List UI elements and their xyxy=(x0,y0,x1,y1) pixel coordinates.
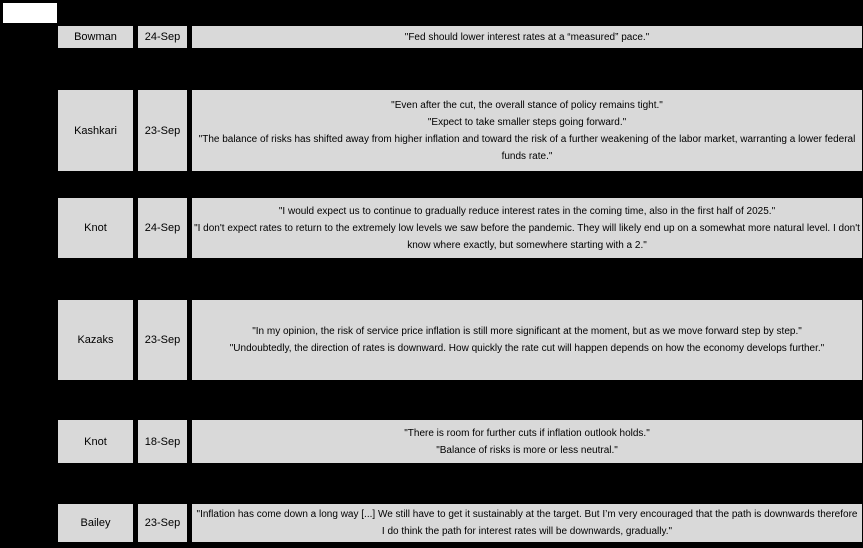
quote-line: "Inflation has come down a long way [...] We still have to get it sustainably at the target. But I’m very encouraged that the path is downwards therefore I do think the path for interest rates will be downwards, gradually." xyxy=(196,509,858,537)
table-row xyxy=(57,89,863,172)
quote-line: "I would expect us to continue to gradually reduce interest rates in the coming time, also in the first half of 2025." xyxy=(278,205,776,217)
date-cell: 23-Sep xyxy=(137,299,188,381)
quote-cell xyxy=(191,197,863,259)
quote-line: "Undoubtedly, the direction of rates is downward. How quickly the rate cut will happen depends on how the economy develops further." xyxy=(229,343,825,354)
date-cell: 24-Sep xyxy=(137,25,188,49)
quote-line: "Balance of risks is more or less neutral." xyxy=(436,444,618,456)
quote-cell xyxy=(191,419,863,464)
table-row xyxy=(57,197,863,259)
quote-line: "Fed should lower interest rates at a “measured” pace." xyxy=(404,31,650,43)
table-row xyxy=(57,503,863,543)
quote-cell xyxy=(191,25,863,49)
corner-box xyxy=(3,3,57,23)
table-row xyxy=(57,25,863,49)
quote-line: "There is room for further cuts if inflation outlook holds." xyxy=(404,427,650,439)
date-cell: 23-Sep xyxy=(137,503,188,543)
table-row xyxy=(57,419,863,464)
quote-line: "Even after the cut, the overall stance of policy remains tight." xyxy=(391,99,663,111)
speaker-cell: Knot xyxy=(57,197,134,259)
date-cell: 24-Sep xyxy=(137,197,188,259)
speaker-cell: Knot xyxy=(57,419,134,464)
quote-line: "Expect to take smaller steps going forward." xyxy=(427,116,627,128)
speaker-cell: Kazaks xyxy=(57,299,134,381)
date-cell: 18-Sep xyxy=(137,419,188,464)
speaker-cell: Bowman xyxy=(57,25,134,49)
quote-cell xyxy=(191,503,863,543)
quote-line: "The balance of risks has shifted away from higher inflation and toward the risk of a further weakening of the labor market, warranting a lower federal funds rate." xyxy=(198,133,856,162)
table-row xyxy=(57,299,863,381)
quote-line: "I don't expect rates to return to the extremely low levels we saw before the pandemic. They will likely end up on a somewhat more natural level. I don't know where exactly, but somewhere starting with a 2." xyxy=(194,222,860,251)
quote-cell xyxy=(191,89,863,172)
quote-cell xyxy=(191,299,863,381)
quote-line: "In my opinion, the risk of service price inflation is still more significant at the moment, but as we move forward step by step." xyxy=(252,326,802,337)
speaker-cell: Kashkari xyxy=(57,89,134,172)
speaker-cell: Bailey xyxy=(57,503,134,543)
date-cell: 23-Sep xyxy=(137,89,188,172)
